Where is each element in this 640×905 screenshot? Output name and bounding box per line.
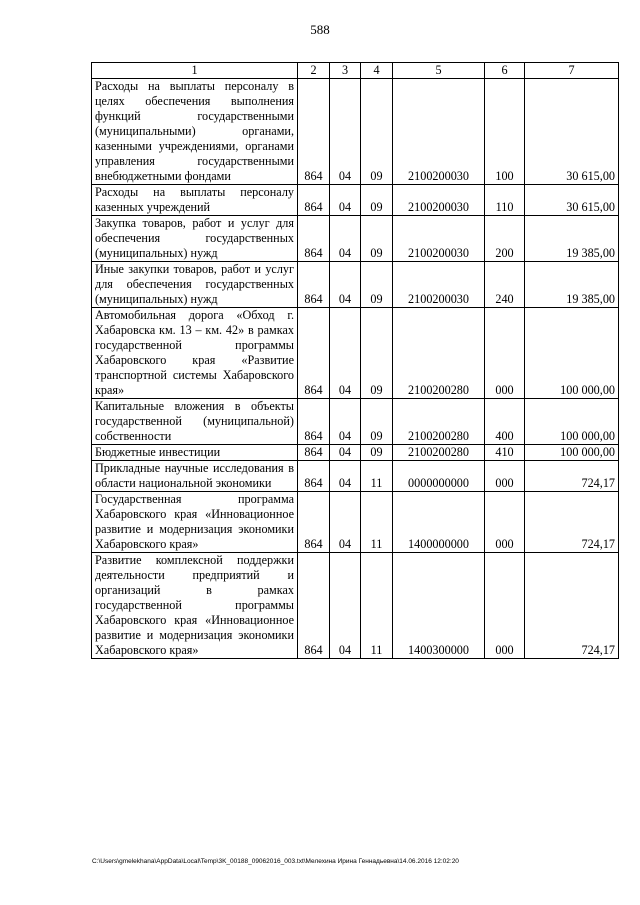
- target-article: 1400300000: [393, 553, 485, 659]
- subsection-code: 09: [361, 262, 393, 308]
- table-row: [92, 185, 619, 216]
- expense-type: 240: [485, 262, 525, 308]
- subsection-code: 09: [361, 185, 393, 216]
- target-article: 0000000000: [393, 461, 485, 492]
- subsection-code: 11: [361, 492, 393, 553]
- row-name: Развитие комплексной поддержки деятельности предприятий и организаций в рамках государственной программы Хабаровского края «Инновационное развитие и модернизация экономики Хабаровского края»: [92, 553, 298, 659]
- subsection-code: 11: [361, 461, 393, 492]
- target-article: 2100200280: [393, 445, 485, 461]
- row-name: Бюджетные инвестиции: [92, 445, 298, 461]
- row-name: Расходы на выплаты персоналу в целях обеспечения выполнения функций государственными (муниципальными) органами, казенными учреждениями, органами управления государственными внебюджетными фондами: [92, 79, 298, 185]
- budget-table: [91, 62, 619, 659]
- expense-type: 000: [485, 553, 525, 659]
- table-row: [92, 492, 619, 553]
- section-code: 04: [330, 399, 361, 445]
- section-code: 04: [330, 492, 361, 553]
- table-row: [92, 553, 619, 659]
- table-row: [92, 79, 619, 185]
- target-article: 2100200030: [393, 185, 485, 216]
- expense-type: 000: [485, 492, 525, 553]
- table-row: [92, 262, 619, 308]
- section-code: 04: [330, 79, 361, 185]
- row-name: Закупка товаров, работ и услуг для обеспечения государственных (муниципальных) нужд: [92, 216, 298, 262]
- row-name: Прикладные научные исследования в области национальной экономики: [92, 461, 298, 492]
- target-article: 2100200030: [393, 216, 485, 262]
- table-row: [92, 461, 619, 492]
- footer-path: C:\Users\gmelekhana\AppData\Local\Temp\3K_00188_09062016_003.txt\Мелехина Ирина Геннадьевна\14.06.2016 12:02:20: [92, 858, 459, 865]
- subsection-code: 11: [361, 553, 393, 659]
- table-row: [92, 308, 619, 399]
- ministry-code: 864: [298, 185, 330, 216]
- section-code: 04: [330, 553, 361, 659]
- expense-type: 000: [485, 461, 525, 492]
- table-row: [92, 216, 619, 262]
- subsection-code: 09: [361, 216, 393, 262]
- header-col-7: 7: [525, 63, 619, 79]
- header-col-4: 4: [361, 63, 393, 79]
- section-code: 04: [330, 216, 361, 262]
- section-code: 04: [330, 185, 361, 216]
- subsection-code: 09: [361, 79, 393, 185]
- subsection-code: 09: [361, 399, 393, 445]
- target-article: 1400000000: [393, 492, 485, 553]
- ministry-code: 864: [298, 216, 330, 262]
- ministry-code: 864: [298, 461, 330, 492]
- amount: 100 000,00: [525, 399, 619, 445]
- amount: 724,17: [525, 492, 619, 553]
- amount: 724,17: [525, 553, 619, 659]
- ministry-code: 864: [298, 262, 330, 308]
- ministry-code: 864: [298, 553, 330, 659]
- section-code: 04: [330, 308, 361, 399]
- target-article: 2100200030: [393, 262, 485, 308]
- row-name: Иные закупки товаров, работ и услуг для обеспечения государственных (муниципальных) нужд: [92, 262, 298, 308]
- subsection-code: 09: [361, 308, 393, 399]
- expense-type: 410: [485, 445, 525, 461]
- amount: 30 615,00: [525, 79, 619, 185]
- amount: 100 000,00: [525, 308, 619, 399]
- expense-type: 000: [485, 308, 525, 399]
- amount: 30 615,00: [525, 185, 619, 216]
- ministry-code: 864: [298, 492, 330, 553]
- target-article: 2100200280: [393, 308, 485, 399]
- ministry-code: 864: [298, 399, 330, 445]
- row-name: Государственная программа Хабаровского края «Инновационное развитие и модернизация экономики Хабаровского края»: [92, 492, 298, 553]
- header-col-6: 6: [485, 63, 525, 79]
- section-code: 04: [330, 262, 361, 308]
- table-header-row: [92, 63, 619, 79]
- header-col-1: 1: [92, 63, 298, 79]
- table-row: [92, 399, 619, 445]
- ministry-code: 864: [298, 79, 330, 185]
- section-code: 04: [330, 461, 361, 492]
- ministry-code: 864: [298, 445, 330, 461]
- target-article: 2100200030: [393, 79, 485, 185]
- expense-type: 200: [485, 216, 525, 262]
- page-number: 588: [310, 22, 330, 37]
- subsection-code: 09: [361, 445, 393, 461]
- header-col-3: 3: [330, 63, 361, 79]
- header-col-2: 2: [298, 63, 330, 79]
- ministry-code: 864: [298, 308, 330, 399]
- row-name: Расходы на выплаты персоналу казенных учреждений: [92, 185, 298, 216]
- amount: 724,17: [525, 461, 619, 492]
- expense-type: 110: [485, 185, 525, 216]
- expense-type: 400: [485, 399, 525, 445]
- section-code: 04: [330, 445, 361, 461]
- header-col-5: 5: [393, 63, 485, 79]
- amount: 100 000,00: [525, 445, 619, 461]
- amount: 19 385,00: [525, 216, 619, 262]
- amount: 19 385,00: [525, 262, 619, 308]
- expense-type: 100: [485, 79, 525, 185]
- row-name: Капитальные вложения в объекты государственной (муниципальной) собственности: [92, 399, 298, 445]
- target-article: 2100200280: [393, 399, 485, 445]
- row-name: Автомобильная дорога «Обход г. Хабаровска км. 13 – км. 42» в рамках государственной программы Хабаровского края «Развитие транспортной системы Хабаровского края»: [92, 308, 298, 399]
- table-row: [92, 445, 619, 461]
